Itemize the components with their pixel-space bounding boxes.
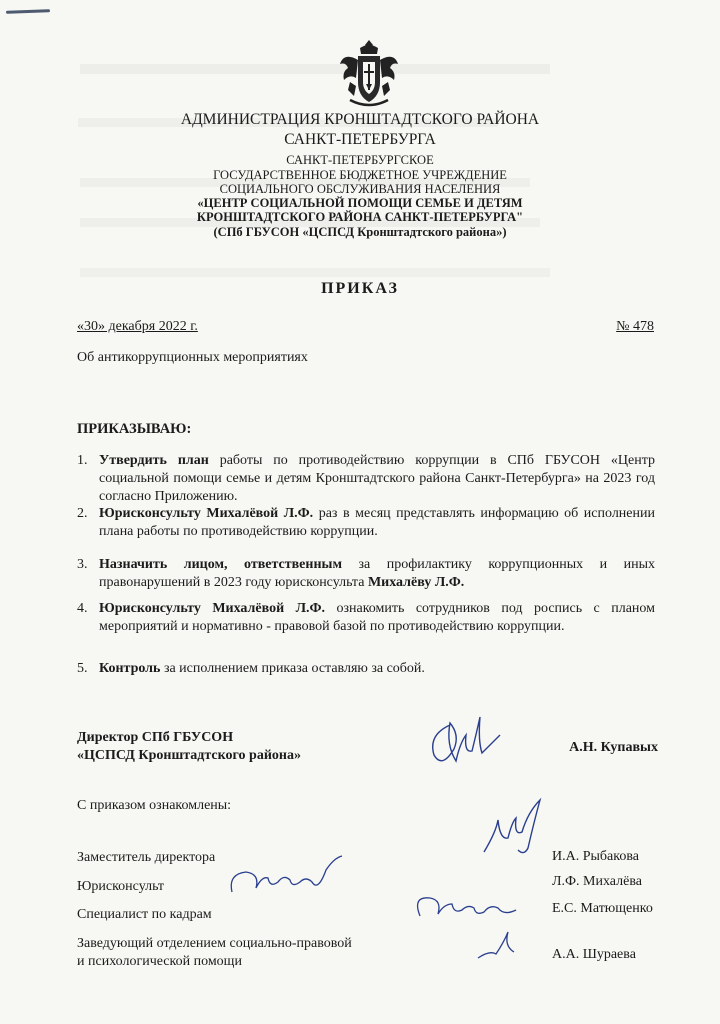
header-org-abbrev: (СПб ГБУСОН «ЦСПСД Кронштадтского района») xyxy=(213,225,507,239)
item-bold: Назначить лицом, ответственным xyxy=(99,557,342,572)
ack-position-head-line1: Заведующий отделением социально-правовой xyxy=(77,936,352,951)
header-org-line3: СОЦИАЛЬНОГО ОБСЛУЖИВАНИЯ НАСЕЛЕНИЯ xyxy=(219,182,501,196)
item-text: за профилактику коррупционных и иных правонарушений в 2023 году юрисконсульта xyxy=(99,557,655,590)
item-number: 5. xyxy=(77,661,88,676)
item-number: 4. xyxy=(77,601,88,616)
signature-mikhaleva xyxy=(226,852,346,902)
header-org-line1: САНКТ-ПЕТЕРБУРГСКОЕ xyxy=(286,153,434,167)
document-number: № 478 xyxy=(616,319,654,334)
ack-position-deputy: Заместитель директора xyxy=(77,850,216,865)
acknowledgement-heading: С приказом ознакомлены: xyxy=(77,798,232,813)
item-number: 1. xyxy=(77,453,88,468)
ack-name-shuraeva: А.А. Шураева xyxy=(552,947,636,962)
ack-name-rybakova: И.А. Рыбакова xyxy=(552,849,639,864)
item-number: 2. xyxy=(77,506,88,521)
director-signature xyxy=(420,705,510,775)
item-bold: Юрисконсульту Михалёвой Л.Ф. xyxy=(99,506,314,521)
ack-name-matyushchenko: Е.С. Матющенко xyxy=(552,901,653,916)
signature-matyushchenko xyxy=(412,886,522,926)
item-text: ознакомить сотрудников под роспись с планом мероприятий и нормативно - правовой базой по противодействию коррупции. xyxy=(99,601,655,634)
document-subject: Об антикоррупционных мероприятиях xyxy=(77,350,308,365)
header-administration: АДМИНИСТРАЦИЯ КРОНШТАДТСКОГО РАЙОНА xyxy=(180,111,540,128)
header-city: САНКТ-ПЕТЕРБУРГА xyxy=(284,131,436,148)
order-item-1 xyxy=(77,452,655,506)
ack-name-mikhaleva: Л.Ф. Михалёва xyxy=(552,874,642,889)
header-org-name-line1: «ЦЕНТР СОЦИАЛЬНОЙ ПОМОЩИ СЕМЬЕ И ДЕТЯМ xyxy=(197,196,523,210)
coat-of-arms-emblem xyxy=(336,38,402,110)
order-item-2 xyxy=(77,505,655,541)
item-bold-name: Михалёву Л.Ф. xyxy=(367,575,465,590)
director-position xyxy=(77,729,301,765)
signature-shuraeva xyxy=(474,922,524,962)
item-bold: Юрисконсульту Михалёвой Л.Ф. xyxy=(99,601,326,616)
ack-position-legal: Юрисконсульт xyxy=(77,879,165,894)
document-date: «30» декабря 2022 г. xyxy=(77,319,198,334)
document-title: ПРИКАЗ xyxy=(321,280,399,297)
order-item-4 xyxy=(77,600,655,636)
ack-position-head xyxy=(77,935,352,971)
item-text: работы по противодействию коррупции в СПб ГБУСОН «Центр социальной помощи семье и детям Кронштадтского района Санкт-Петербурга» на 2023 год согласно Приложению. xyxy=(99,453,655,504)
item-text: за исполнением приказа оставляю за собой. xyxy=(160,661,425,676)
director-position-line2: «ЦСПСД Кронштадтского района» xyxy=(77,748,301,763)
ack-position-head-line2: и психологической помощи xyxy=(77,954,242,969)
item-bold: Контроль xyxy=(99,661,161,676)
header-org-line2: ГОСУДАРСТВЕННОЕ БЮДЖЕТНОЕ УЧРЕЖДЕНИЕ xyxy=(213,168,507,182)
order-item-5 xyxy=(77,660,655,678)
item-number: 3. xyxy=(77,557,88,572)
header-org-name-line2: КРОНШТАДТСКОГО РАЙОНА САНКТ-ПЕТЕРБУРГА" xyxy=(196,210,524,224)
director-position-line1: Директор СПб ГБУСОН xyxy=(77,730,234,745)
director-name: А.Н. Купавых xyxy=(569,740,658,755)
ack-position-hr: Специалист по кадрам xyxy=(77,907,212,922)
item-bold: Утвердить план xyxy=(99,453,209,468)
signature-rybakova xyxy=(478,792,558,862)
order-word: ПРИКАЗЫВАЮ: xyxy=(77,421,192,437)
item-text: раз в месяц представлять информацию об исполнении плана работы по противодействию коррупции. xyxy=(99,506,655,539)
order-item-3 xyxy=(77,556,655,592)
